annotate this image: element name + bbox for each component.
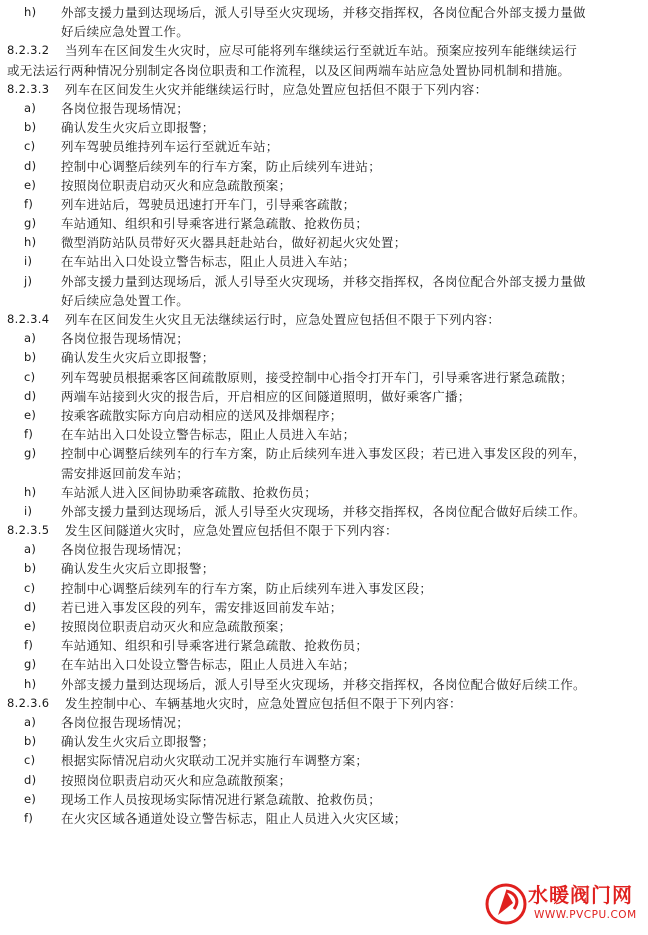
line-text: 按照岗位职责启动灭火和应急疏散预案；	[61, 177, 292, 193]
list-item	[0, 214, 648, 233]
line-text: 列车驾驶员根据乘客区间疏散原则，接受控制中心指令打开车门，引导乘客进行紧急疏散；	[61, 369, 574, 385]
list-item	[0, 809, 648, 828]
list-item-label: f)	[24, 638, 34, 653]
line-text: 发生控制中心、车辆基地火灾时，应急处置应包括但不限于下列内容：	[65, 695, 462, 711]
list-item-label: h)	[24, 484, 37, 499]
list-item	[0, 195, 648, 214]
list-item-label: e)	[24, 177, 37, 192]
list-item-label: j)	[24, 273, 33, 288]
document-body	[0, 3, 648, 828]
line-text: 外部支援力量到达现场后，派人引导至火灾现场，并移交指挥权，各岗位配合外部支援力量做	[61, 5, 586, 20]
list-item-label: a)	[24, 542, 37, 557]
section-heading-line	[0, 80, 648, 99]
section-continuation-line	[0, 61, 648, 80]
line-text: 按乘客疏散实际方向启动相应的送风及排烟程序；	[61, 407, 343, 423]
line-text: 在车站出入口处设立警告标志，阻止人员进入车站；	[61, 657, 356, 673]
list-item-label: g)	[24, 446, 37, 461]
section-number: 8.2.3.3	[7, 81, 50, 96]
line-text: 或无法运行两种情况分别制定各岗位职责和工作流程，以及区间两端车站应急处置协同机制和措施。	[7, 62, 571, 78]
list-item	[0, 790, 648, 809]
list-item-label: f)	[24, 810, 34, 825]
line-text: 好后续应急处置工作。	[61, 24, 190, 40]
list-item	[0, 329, 648, 348]
line-text: 车站通知、组织和引导乘客进行紧急疏散、抢救伤员；	[61, 216, 369, 232]
list-item-label: i)	[24, 503, 33, 518]
list-item-label: c)	[24, 139, 36, 154]
line-text: 列车进站后，驾驶员迅速打开车门，引导乘客疏散；	[61, 196, 356, 212]
list-item-label: d)	[24, 388, 37, 403]
list-item	[0, 598, 648, 617]
line-text: 在车站出入口处设立警告标志，阻止人员进入车站；	[61, 254, 356, 270]
list-item-label: h)	[24, 676, 37, 691]
section-number: 8.2.3.4	[7, 312, 50, 326]
line-text: 控制中心调整后续列车的行车方案，防止后续列车进入事发区段；	[61, 580, 433, 596]
list-item	[0, 406, 648, 425]
list-item-label: h)	[24, 235, 37, 250]
line-text: 微型消防站队员带好灭火器具赶赴站台，做好初起火灾处置；	[61, 235, 407, 251]
line-text: 列车驾驶员维持列车运行至就近车站；	[61, 139, 279, 155]
section-number: 8.2.3.2	[7, 43, 50, 58]
section-heading-line	[0, 310, 648, 329]
list-item	[0, 137, 648, 156]
list-item	[0, 272, 648, 291]
list-item-label: b)	[24, 350, 37, 365]
line-text: 列车在区间发生火灾并能继续运行时，应急处置应包括但不限于下列内容：	[65, 81, 488, 97]
list-item	[0, 348, 648, 367]
list-item-label: h)	[24, 5, 37, 19]
line-text: 车站通知、组织和引导乘客进行紧急疏散、抢救伤员；	[61, 638, 369, 654]
line-text: 确认发生火灾后立即报警；	[61, 734, 215, 750]
list-item	[0, 655, 648, 674]
list-item-label: d)	[24, 772, 37, 787]
section-heading-line	[0, 694, 648, 713]
list-item	[0, 157, 648, 176]
list-item-continuation	[0, 291, 648, 310]
list-item-label: c)	[24, 753, 36, 768]
line-text: 车站派人进入区间协助乘客疏散、抢救伤员；	[61, 484, 318, 500]
line-text: 在火灾区域各通道处设立警告标志，阻止人员进入火灾区域；	[61, 810, 407, 826]
watermark-logo-icon	[482, 879, 530, 927]
list-item	[0, 617, 648, 636]
watermark-title: 水暖阀门网	[528, 883, 633, 907]
list-item-label: a)	[24, 331, 37, 346]
line-text: 两端车站接到火灾的报告后，开启相应的区间隧道照明，做好乘客广播；	[61, 388, 471, 404]
list-item-label: i)	[24, 254, 33, 269]
list-item	[0, 444, 648, 463]
list-item	[0, 713, 648, 732]
line-text: 各岗位报告现场情况；	[61, 331, 190, 347]
list-item	[0, 636, 648, 655]
list-item	[0, 675, 648, 694]
line-text: 外部支援力量到达现场后，派人引导至火灾现场，并移交指挥权，各岗位配合外部支援力量做	[61, 273, 586, 289]
list-item	[0, 751, 648, 770]
line-text: 按照岗位职责启动灭火和应急疏散预案；	[61, 772, 292, 788]
section-heading-line	[0, 521, 648, 540]
list-item-label: b)	[24, 734, 37, 749]
list-item	[0, 502, 648, 521]
line-text: 列车在区间发生火灾且无法继续运行时，应急处置应包括但不限于下列内容：	[65, 312, 501, 327]
line-text: 各岗位报告现场情况；	[61, 714, 190, 730]
list-item-continuation	[0, 464, 648, 483]
list-item	[0, 99, 648, 118]
line-text: 确认发生火灾后立即报警；	[61, 561, 215, 577]
list-item	[0, 732, 648, 751]
list-item	[0, 771, 648, 790]
section-number: 8.2.3.5	[7, 523, 50, 538]
list-item-label: c)	[24, 369, 36, 384]
watermark-url: WWW.PVCPU.COM	[534, 909, 637, 921]
list-item	[0, 540, 648, 559]
list-item-continuation	[0, 22, 648, 41]
line-text: 外部支援力量到达现场后，派人引导至火灾现场，并移交指挥权，各岗位配合做好后续工作。	[61, 676, 586, 692]
line-text: 好后续应急处置工作。	[61, 292, 190, 308]
list-item	[0, 252, 648, 271]
list-item-label: f)	[24, 196, 34, 211]
section-heading-line	[0, 41, 648, 60]
list-item	[0, 483, 648, 502]
list-item-label: d)	[24, 599, 37, 614]
list-item-label: f)	[24, 427, 34, 442]
line-text: 根据实际情况启动火灾联动工况并实施行车调整方案；	[61, 753, 369, 769]
list-item-label: b)	[24, 120, 37, 135]
list-item-label: c)	[24, 580, 36, 595]
list-item-label: g)	[24, 216, 37, 231]
line-text: 控制中心调整后续列车的行车方案，防止后续列车进站；	[61, 158, 382, 174]
line-text: 控制中心调整后续列车的行车方案，防止后续列车进入事发区段；若已进入事发区段的列车，	[61, 446, 586, 462]
list-item-label: g)	[24, 657, 37, 672]
line-text: 按照岗位职责启动灭火和应急疏散预案；	[61, 619, 292, 634]
list-item	[0, 368, 648, 387]
line-text: 现场工作人员按现场实际情况进行紧急疏散、抢救伤员；	[61, 791, 382, 807]
list-item-label: a)	[24, 100, 37, 115]
list-item-label: d)	[24, 158, 37, 173]
line-text: 外部支援力量到达现场后，派人引导至火灾现场，并移交指挥权，各岗位配合做好后续工作。	[61, 503, 586, 519]
list-item-label: e)	[24, 619, 37, 633]
list-item	[0, 176, 648, 195]
line-text: 需安排返回前发车站；	[61, 465, 190, 481]
list-item-label: e)	[24, 791, 37, 806]
line-text: 当列车在区间发生火灾时，应尽可能将列车继续运行至就近车站。预案应按列车能继续运行	[65, 43, 578, 59]
list-item	[0, 579, 648, 598]
line-text: 各岗位报告现场情况；	[61, 100, 190, 116]
line-text: 发生区间隧道火灾时，应急处置应包括但不限于下列内容：	[65, 523, 398, 539]
section-number: 8.2.3.6	[7, 695, 50, 710]
list-item	[0, 387, 648, 406]
list-item	[0, 233, 648, 252]
line-text: 确认发生火灾后立即报警；	[61, 120, 215, 136]
watermark	[478, 877, 648, 935]
line-text: 若已进入事发区段的列车，需安排返回前发车站；	[61, 599, 343, 615]
list-item-label: e)	[24, 407, 37, 422]
line-text: 确认发生火灾后立即报警；	[61, 350, 215, 366]
list-item	[0, 3, 648, 22]
list-item	[0, 118, 648, 137]
list-item-label: a)	[24, 714, 37, 729]
list-item	[0, 559, 648, 578]
list-item	[0, 425, 648, 444]
line-text: 在车站出入口处设立警告标志，阻止人员进入车站；	[61, 427, 356, 443]
list-item-label: b)	[24, 561, 37, 576]
line-text: 各岗位报告现场情况；	[61, 542, 190, 558]
